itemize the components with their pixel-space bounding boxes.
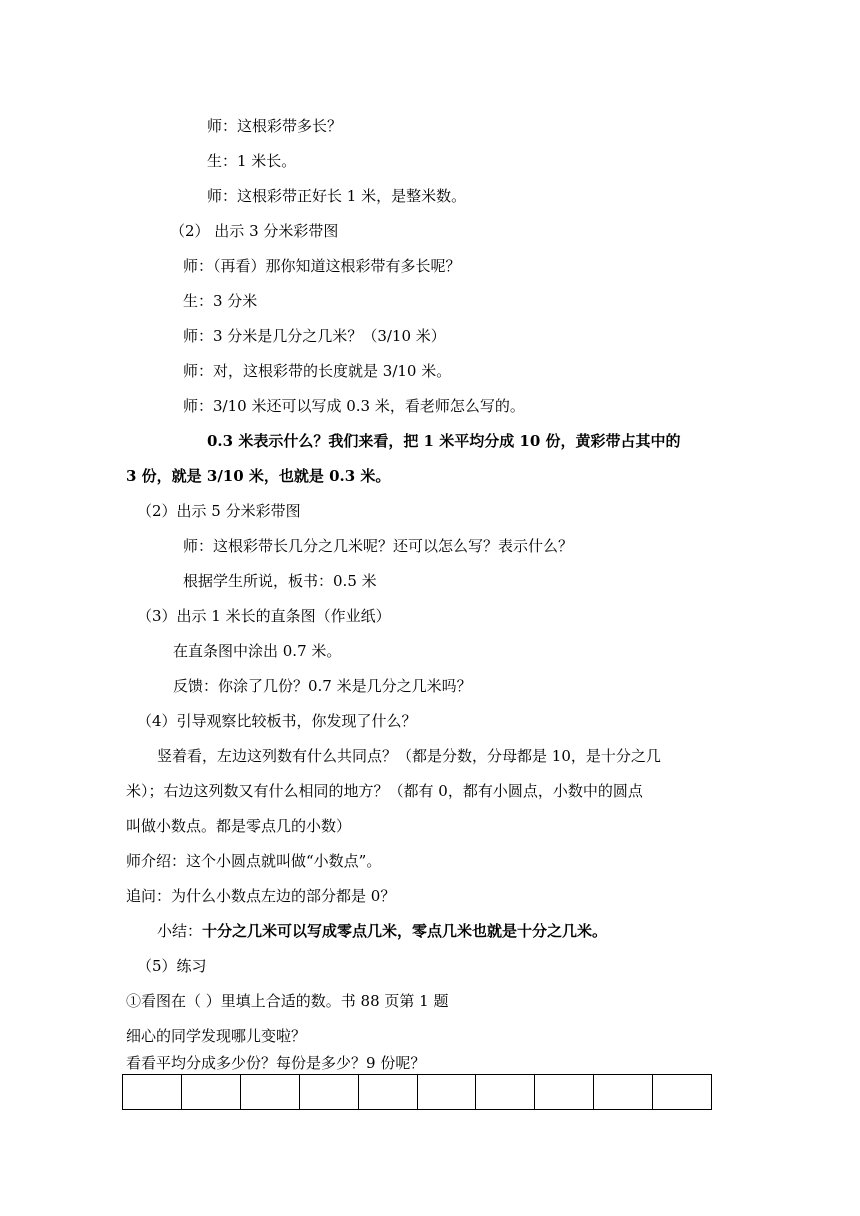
text-line: 看看平均分成多少份？每份是多少？9 份呢？ [126, 1054, 426, 1072]
strip-cell [594, 1075, 653, 1109]
strip-cell [476, 1075, 535, 1109]
ten-part-strip [122, 1074, 712, 1110]
text-line: 师：（再看）那你知道这根彩带有多长呢？ [183, 257, 461, 275]
text-line: 生：3 分米 [183, 292, 258, 310]
text-line: 师：这根彩带正好长 1 米，是整米数。 [207, 187, 467, 205]
summary-label: 小结： [157, 922, 203, 940]
bold-text-line: 0.3 米表示什么？我们来看，把 1 米平均分成 10 份，黄彩带占其中的 [207, 432, 681, 450]
text-line: 在直条图中涂出 0.7 米。 [173, 642, 342, 660]
summary-text: 十分之几米可以写成零点几米，零点几米也就是十分之几米。 [202, 922, 608, 940]
strip-cell [359, 1075, 418, 1109]
text-line: （2） 出示 3 分米彩带图 [170, 222, 339, 240]
strip-cell [535, 1075, 594, 1109]
text-line: 师：3/10 米还可以写成 0.3 米，看老师怎么写的。 [183, 397, 525, 415]
text-line: ①看图在（ ）里填上合适的数。书 88 页第 1 题 [126, 992, 449, 1010]
text-line: 竖着看，左边这列数有什么共同点？（都是分数，分母都是 10，是十分之几 [157, 747, 661, 765]
text-line: 反馈：你涂了几份？0.7 米是几分之几米吗？ [173, 677, 472, 695]
strip-cell [300, 1075, 359, 1109]
text-line: （5）练习 [137, 957, 207, 975]
strip-cell [653, 1075, 711, 1109]
text-line: 叫做小数点。都是零点几的小数） [126, 817, 352, 835]
text-line: （4）引导观察比较板书，你发现了什么？ [137, 712, 417, 730]
strip-cell [241, 1075, 300, 1109]
text-line: 师：这根彩带长几分之几米呢？还可以怎么写？表示什么？ [183, 537, 574, 555]
strip-cell [418, 1075, 477, 1109]
summary-line [157, 921, 607, 941]
text-line: 师：这根彩带多长？ [207, 117, 343, 135]
text-line: 根据学生所说，板书：0.5 米 [183, 572, 377, 590]
text-line: （3）出示 1 米长的直条图（作业纸） [137, 607, 391, 625]
text-line: 米）；右边这列数又有什么相同的地方？（都有 0，都有小圆点，小数中的圆点 [126, 782, 643, 800]
text-line: （2）出示 5 分米彩带图 [137, 502, 301, 520]
bold-text-line: 3 份，就是 3/10 米，也就是 0.3 米。 [126, 467, 391, 485]
text-line: 师介绍：这个小圆点就叫做“小数点”。 [126, 852, 382, 870]
strip-cell [123, 1075, 182, 1109]
text-line: 师：3 分米是几分之几米？（3/10 米） [183, 327, 446, 345]
text-line: 师：对，这根彩带的长度就是 3/10 米。 [183, 362, 452, 380]
strip-cell [182, 1075, 241, 1109]
text-line: 追问：为什么小数点左边的部分都是 0？ [126, 887, 396, 905]
text-line: 细心的同学发现哪儿变啦？ [126, 1027, 307, 1045]
text-line: 生：1 米长。 [207, 152, 297, 170]
